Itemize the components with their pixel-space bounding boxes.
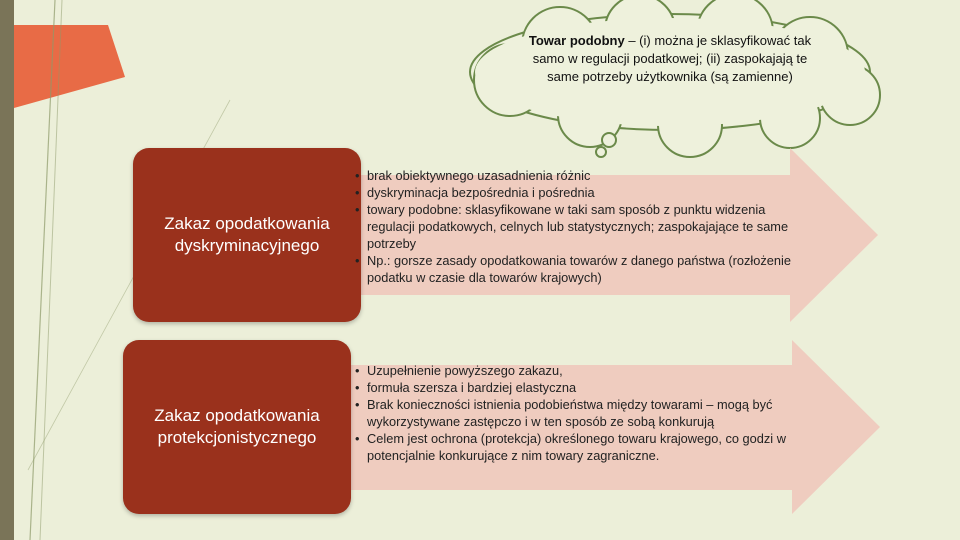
cloud-bold-term: Towar podobny <box>528 33 625 48</box>
box-title: Zakaz opodatkowania dyskryminacyjnego <box>164 214 330 255</box>
cloud-definition: – (i) można je sklasyfikować tak samo w regulacji podatkowej; (ii) zaspokajają te same potrzeby użytkownika (są zamienne) <box>532 33 812 84</box>
box-discriminatory-tax <box>133 148 361 322</box>
list-item: • Np.: gorsze zasady opodatkowania towarów z danego państwa (rozłożenie podatku w czasie dla towarów krajowych) <box>355 252 795 286</box>
bullet-list-2 <box>355 362 825 464</box>
list-item: • brak obiektywnego uzasadnienia różnic <box>355 167 795 184</box>
bullet-list-1 <box>355 167 795 286</box>
box-title: Zakaz opodatkowania protekcjonistycznego <box>154 406 320 447</box>
list-item: • Uzupełnienie powyższego zakazu, <box>355 362 825 379</box>
list-item: • formuła szersza i bardziej elastyczna <box>355 379 825 396</box>
box-protectionist-tax <box>123 340 351 514</box>
list-item: • dyskryminacja bezpośrednia i pośrednia <box>355 184 795 201</box>
list-item: • Celem jest ochrona (protekcja) określonego towaru krajowego, co godzi w potencjalnie konkurujące z nim towary zagraniczne. <box>355 430 825 464</box>
list-item: • Brak konieczności istnienia podobieństwa między towarami – mogą być wykorzystywane zastępczo i w ten sposób ze sobą konkurują <box>355 396 825 430</box>
list-item: • towary podobne: sklasyfikowane w taki sam sposób z punktu widzenia regulacji podatkowych, celnych lub statystycznych; zaspokajające te same potrzeby <box>355 201 795 252</box>
